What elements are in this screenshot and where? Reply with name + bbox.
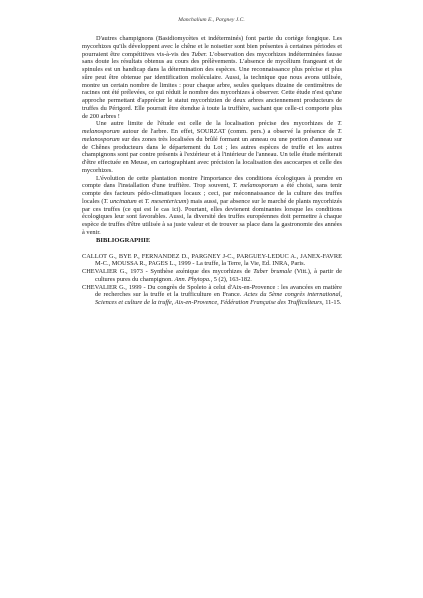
reference-3: CHEVALIER G., 1999 - Du congrès de Spoleto à celui d'Aix-en-Provence : les avancées en matière de recherches sur la truffe et la trufficulture en France. Actes du 5ème congrès international, Sciences et culture de la truffe, Aix-en-Provence, Fédération Française des Trufficulteurs, 11-15. — [82, 283, 343, 306]
bibliography-title: BIBLIOGRAPHIE — [96, 236, 151, 244]
reference-1: CALLOT G., BYE P., FERNANDEZ D., PARGNEY J-C., PARGUEY-LEDUC A., JANEX-FAVRE M-C., MOUSSA R., PAGES L., 1999 - La truffe, la Terre, la Vie, Ed. INRA, Paris. — [82, 252, 342, 268]
paragraph-3: L'évolution de cette plantation montre l'importance des conditions écologiques à prendre en compte dans l'installation d'une truffière. Trop souvent, T. melanosporum a été choisi, sans tenir compte des facteurs pédo-climatiques locaux ; ceci, par méconnaissance de la culture des truffes locales (T. uncinatum et T. mesentericum) mais aussi, par absence sur le marché de plants mycorhizés par ces truffes (ce qui est le cas ici). Pourtant, elles devienent dominantes lorsque les conditions écologiques leur sont favorables. Aussi, la diversité des truffes européennes doit permettre à chaque espèce de truffes d'être utilisée à sa juste valeur et de trouver sa place dans la gastronomie des années à venir. — [82, 174, 342, 236]
paragraph-1: D'autres champignons (Basidiomycètes et indéterminés) font partie du cortège fongique. Les mycorhizes qu'ils développent avec le chêne et le noisetier sont bien présentes à certaines périodes et pourraient être compétitives vis-à-vis des Tuber. L'observation des mycorhizes indéterminées fausse sans doute les résultats obtenus au cours des prélèvements. L'absence de mycélium frangeant et de spinules est un handicap dans la détermination des espèces. Une reconnaissance plus précise et plus sûre peut être obtenue par identification moléculaire. Aussi, la technique que nous avons utilisée, montre un certain nombre de limites : pour chaque arbre, seules quelques dizaine de centimètres de racines ont été prélevées, ce qui réduit le nombre des mycorhizes à observer. Cette étude n'est qu'une approche permettant d'apprécier le statut mycorhizien de deux arbres anciennement producteurs de truffes du Périgord. Elle pourrait être étendue à toute la truffière, sachant que celle-ci comporte plus de 200 arbres ! — [82, 35, 342, 120]
paragraph-2: Une autre limite de l'étude est celle de la localisation précise des mycorhizes de T. melanosporum autour de l'arbre. En effet, SOURZAT (comm. pers.) a observé la présence de T. melanosporum sur des zones très localisées du brûlé formant un anneau ou une portion d'anneau sur de Chênes producteurs dans le département du Lot ; les autres espèces de truffe et les autres champignons sont par contre présents à l'extérieur et à l'intérieur de l'anneau. Un telle étude mériterait d'être effectuée en Meuse, en cartographiant avec précision la localisation des ascocarpes et celle des mycorhizes. — [82, 120, 342, 174]
reference-2: CHEVALIER G., 1973 - Synthèse axénique des mycorhizes de Tuber brumale (Vitt.), à partir de cultures pures du champignon. Ann. Phytopa., 5 (2), 163-182. — [82, 268, 342, 283]
body-text — [82, 35, 342, 307]
running-head: Manchalium E., Pargney J.C. — [178, 17, 245, 23]
